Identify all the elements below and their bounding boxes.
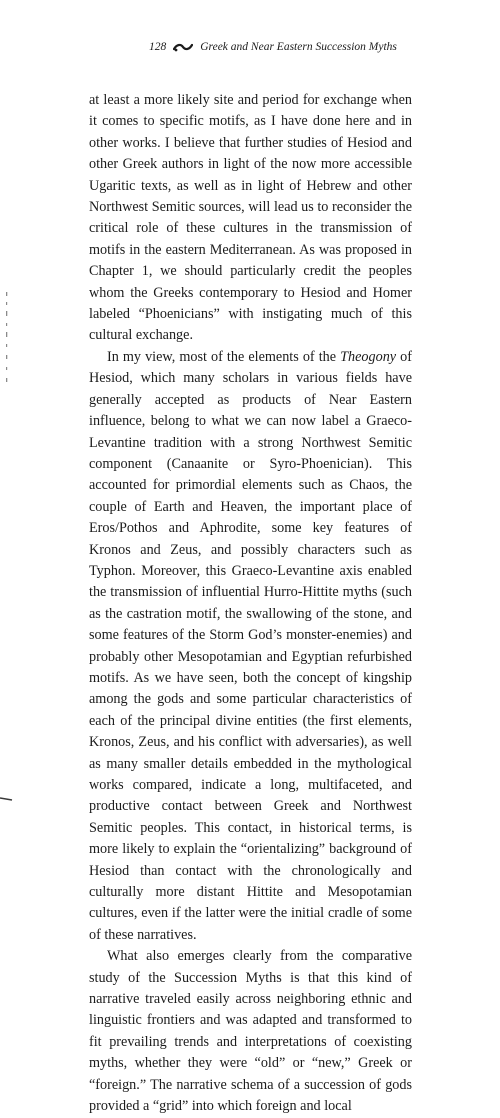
curl-ornament-icon (173, 43, 193, 52)
paragraph-continuation (89, 90, 412, 347)
paragraph-succession (89, 946, 412, 1117)
page-number: 128 (149, 41, 167, 53)
running-head-title: Greek and Near Eastern Succession Myths (200, 41, 397, 53)
paragraph-text: What also emerges clearly from the comparative study of the Succession Myths is that this kind of narrative traveled easily across neighboring ethnic and linguistic frontiers and was adapted and transformed to fit prevailing trends and interpretations of coexisting myths, whether they were “old” or “new,” Greek or “foreign.” The narrative schema of a succession of gods provided a “grid” into which foreign and local (89, 948, 412, 1115)
paragraph-text: In my view, most of the elements of the (107, 348, 341, 365)
scan-corner-mark (0, 795, 14, 803)
paragraph-text: of Hesiod, which many scholars in various fields have generally accepted as products of Near Eastern influence, belong to what we can now label a Graeco-Levantine tradition with a strong Northwest Semitic component (Canaanite or Syro-Phoenician). This accounted for primordial elements such as Chaos, the couple of Earth and Heaven, the important place of Eros/Pothos and Aphrodite, some key features of Kronos and Zeus, and possibly characters such as Typhon. Moreover, this Graeco-Levantine axis enabled the transmission of influential Hurro-Hittite myths (such as the castration motif, the swallowing of the stone, and some features of the Storm God’s monster-enemies) and probably other Mesopotamian and Egyptian refurbished motifs. As we have seen, both the concept of kingship among the gods and some particular characteristics of each of the principal divine entities (the first elements, Kronos, Zeus, and his conflict with adversaries), as well as many smaller details embedded in the mythological works compared, indicate a long, multifaceted, and productive contact between Greek and Northwest Semitic peoples. This contact, in historical terms, is more likely to explain the “orientalizing” background of Hesiod than contact with the chronologically and culturally more distant Hittite and Mesopotamian cultures, even if the latter were the initial cradle of some of these narratives. (89, 348, 412, 943)
book-title-italic: Theogony (340, 348, 397, 365)
scan-gutter-marks (4, 292, 12, 387)
body-text (89, 90, 412, 1118)
paragraph-theogony (89, 347, 412, 946)
running-head (149, 41, 449, 53)
paragraph-text: at least a more likely site and period for exchange when it comes to specific motifs, as I have done here and in other works. I believe that further studies of Hesiod and other Greek authors in light of the now more accessible Ugaritic texts, as well as in light of Hebrew and other Northwest Semitic sources, will lead us to reconsider the critical role of these cultures in the transmission of motifs in the eastern Mediterranean. As was proposed in Chapter 1, we should particularly credit the peoples whom the Greeks contemporary to Hesiod and Homer labeled “Phoenicians” with instigating much of this cultural exchange. (89, 92, 412, 344)
